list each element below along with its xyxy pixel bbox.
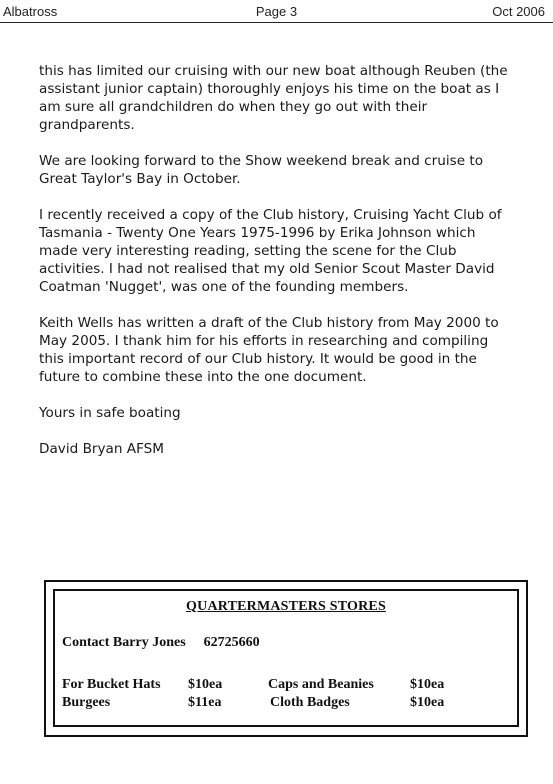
- paragraph: I recently received a copy of the Club history, Cruising Yacht Club of Tasmania - Twenty One Years 1975-1996 by Erika Johnson which made very interesting reading, setting the scene for the Club activities. I had not realised that my old Senior Scout Master David Coatman 'Nugget', was one of the founding members.: [39, 207, 502, 295]
- article-body: [39, 62, 517, 476]
- item-name: Caps and Beanies: [268, 677, 374, 692]
- item-name: Burgees: [62, 695, 111, 710]
- contact-label: Contact Barry Jones: [62, 635, 186, 650]
- item-name: Cloth Badges: [270, 695, 350, 710]
- contact-line: [62, 635, 260, 651]
- paragraph: this has limited our cruising with our new boat although Reuben (the assistant junior captain) thoroughly enjoys his time on the boat as I am sure all grandchildren do when they go out with their grandparents.: [39, 63, 508, 133]
- contact-phone: 62725660: [203, 635, 260, 650]
- item-price: $10ea: [410, 695, 445, 710]
- sign-off: Yours in safe boating: [39, 405, 181, 421]
- quartermaster-box-inner: [53, 589, 519, 727]
- item-price: $10ea: [188, 677, 223, 692]
- paragraph: Keith Wells has written a draft of the Club history from May 2000 to May 2005. I thank him for his efforts in researching and compiling this important record of our Club history. It would be good in the future to combine these into the one document.: [39, 315, 499, 385]
- item-price: $11ea: [188, 695, 222, 710]
- issue-date: Oct 2006: [492, 4, 545, 19]
- paragraph: We are looking forward to the Show weekend break and cruise to Great Taylor's Bay in October.: [39, 153, 484, 187]
- page-header: [0, 0, 553, 23]
- item-price: $10ea: [410, 677, 445, 692]
- item-name: For Bucket Hats: [62, 677, 161, 692]
- quartermaster-box: [44, 580, 528, 737]
- page-number: Page 3: [255, 4, 298, 19]
- quartermaster-title: QUARTERMASTERS STORES: [186, 599, 386, 614]
- newsletter-name: Albatross: [3, 4, 58, 19]
- author-signature: David Bryan AFSM: [39, 441, 165, 457]
